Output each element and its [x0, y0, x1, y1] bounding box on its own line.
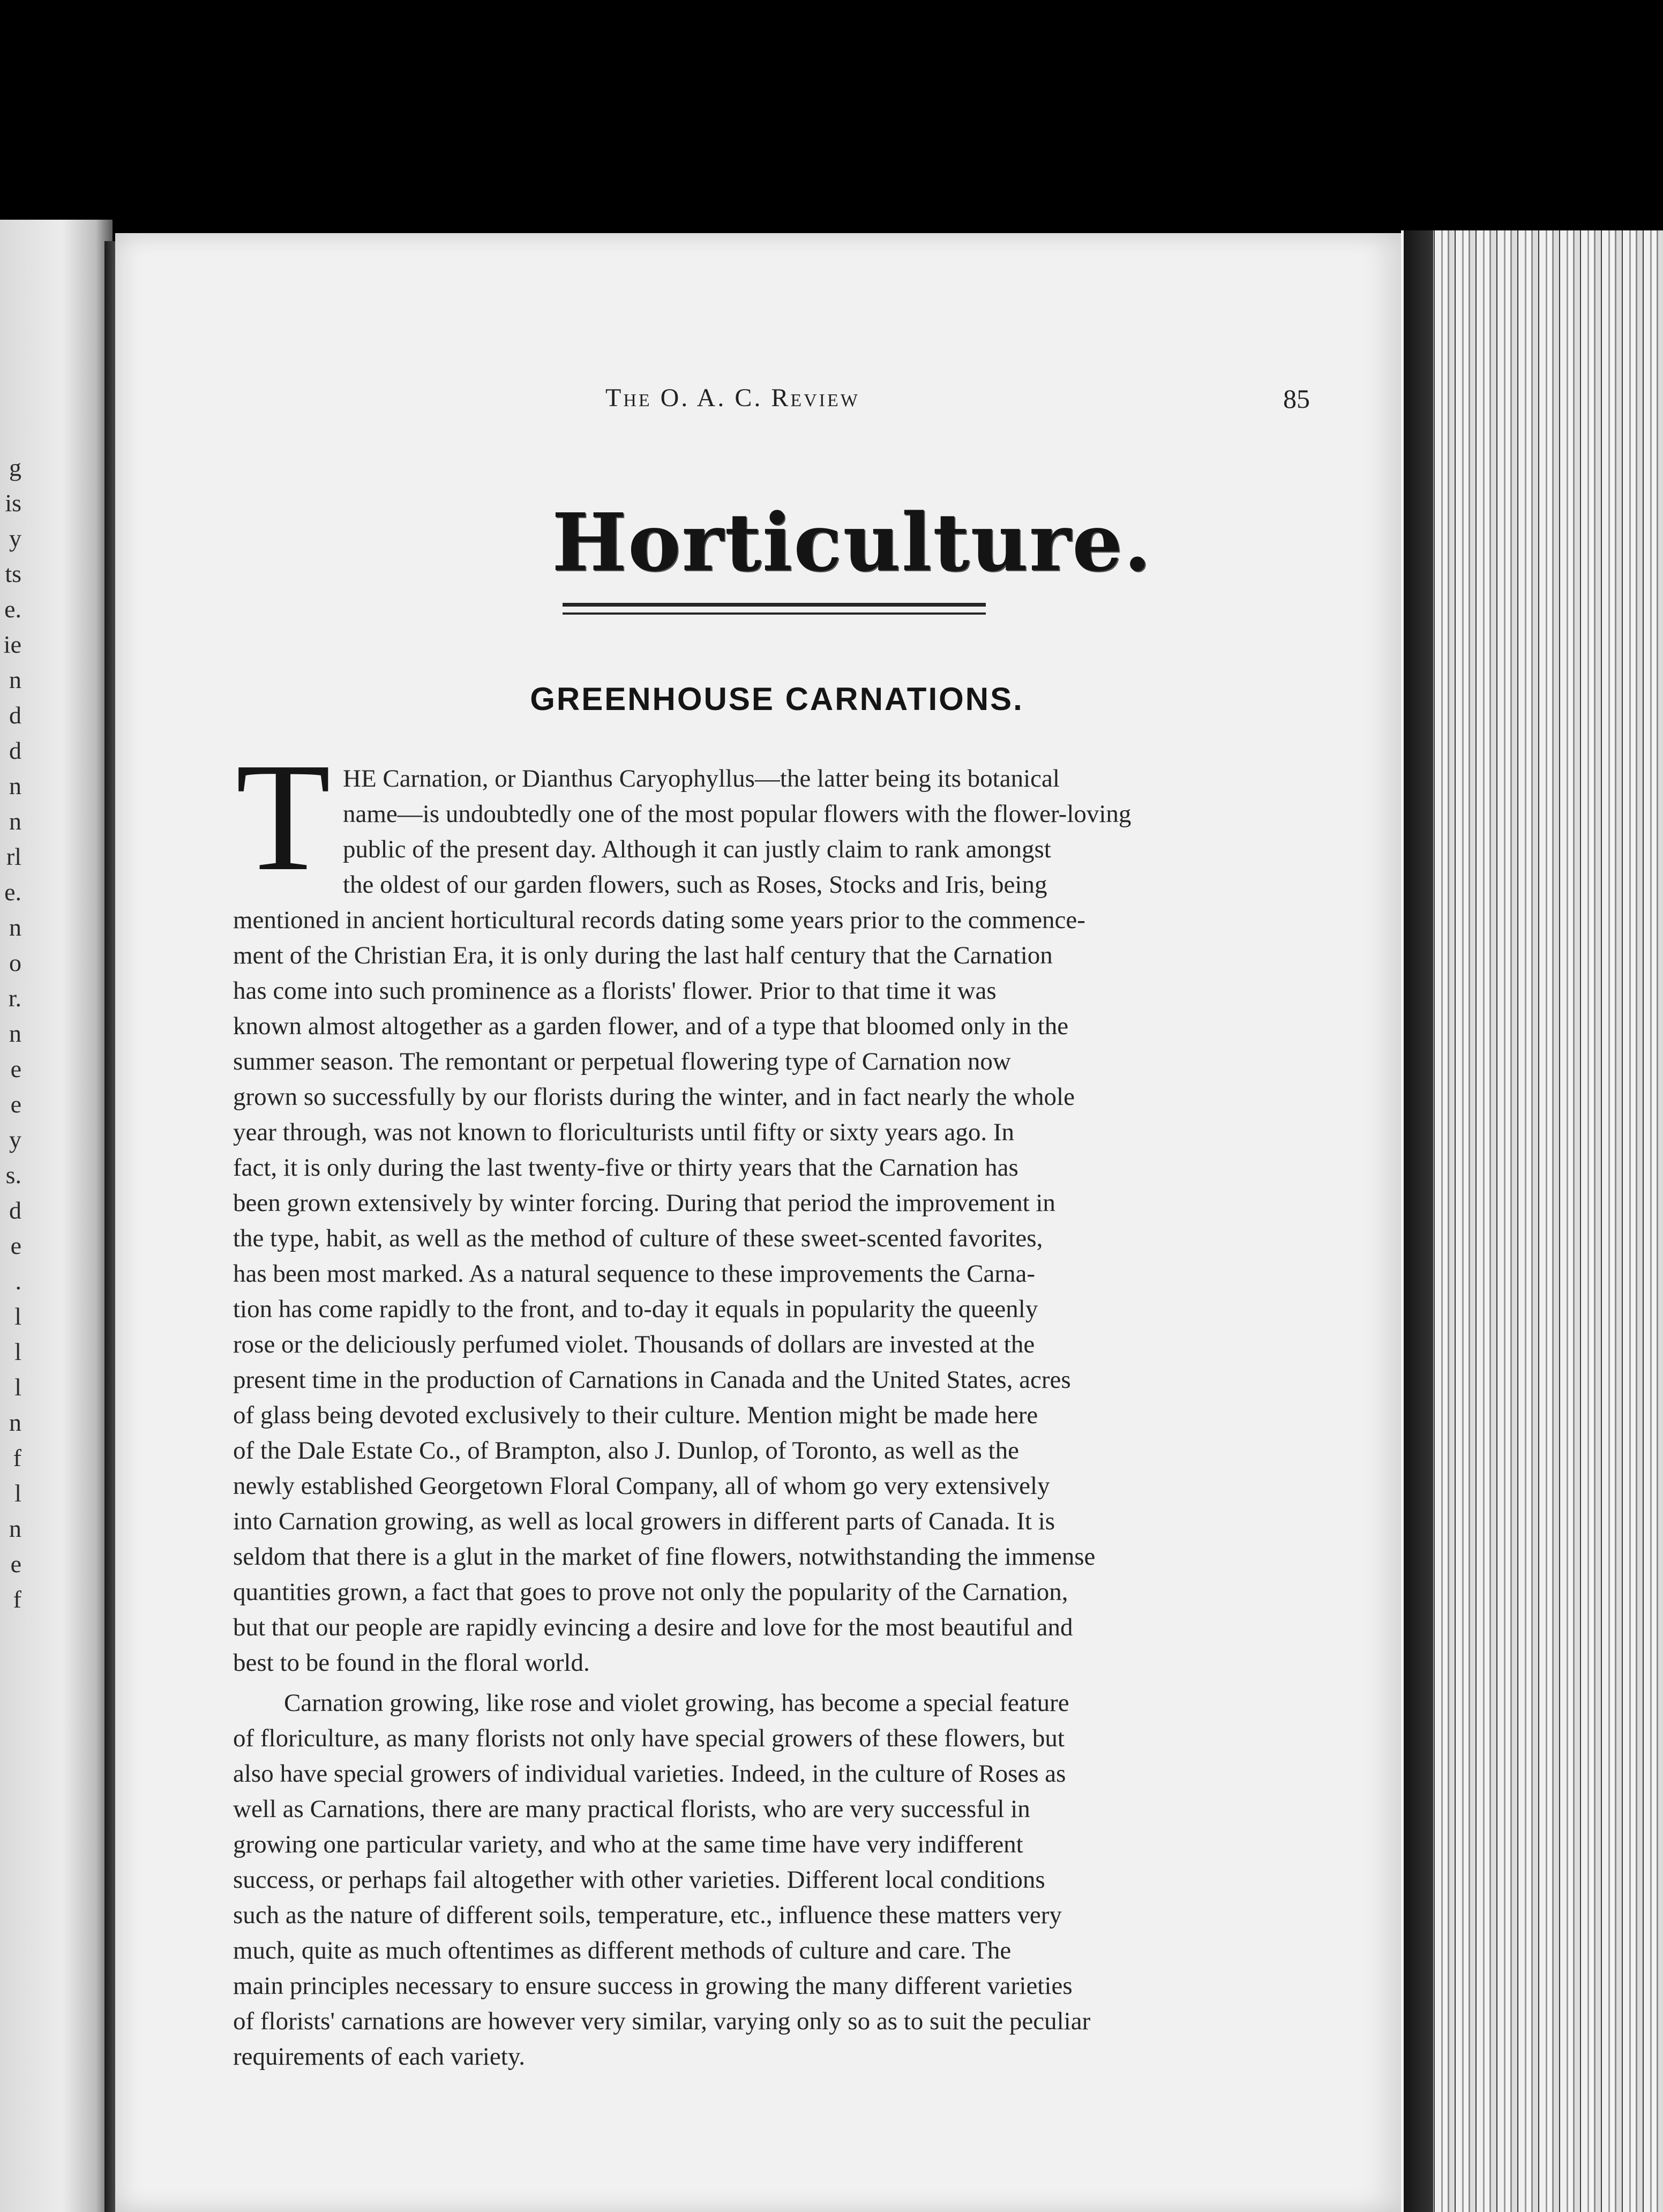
text-line: requirements of each variety. [233, 2043, 526, 2071]
text-line: mentioned in ancient horticultural records dating some years prior to the commence- [233, 906, 1085, 934]
text-line: name—is undoubtedly one of the most popular flowers with the flower-loving [343, 800, 1132, 828]
text-line: grown so successfully by our florists during the winter, and in fact nearly the whole [233, 1083, 1075, 1111]
left-page-fragment: l [14, 1303, 21, 1330]
left-page-fragment: . [15, 1267, 21, 1295]
text-line: of floriculture, as many florists not only have special growers of these flowers, but [233, 1724, 1065, 1752]
left-page-fragment: ie [3, 631, 21, 658]
left-page-fragment: e [10, 1232, 21, 1259]
left-page-fragment: d [9, 737, 21, 764]
text-line: well as Carnations, there are many practical florists, who are very successful in [233, 1795, 1030, 1823]
text-line: present time in the production of Carnations in Canada and the United States, acres [233, 1366, 1071, 1394]
paragraph-1 [233, 761, 1321, 1680]
left-page-fragment: d [9, 1197, 21, 1224]
left-page-fragment: f [13, 1444, 21, 1471]
text-line: also have special growers of individual varieties. Indeed, in the culture of Roses as [233, 1760, 1066, 1788]
left-page-fragment: y [9, 525, 21, 552]
article-title: GREENHOUSE CARNATIONS. [530, 681, 1024, 717]
text-line: known almost altogether as a garden flower, and of a type that bloomed only in the [233, 1012, 1069, 1040]
text-line: of the Dale Estate Co., of Brampton, also J. Dunlop, of Toronto, as well as the [233, 1437, 1019, 1464]
text-line: of glass being devoted exclusively to their culture. Mention might be made here [233, 1401, 1038, 1429]
text-line: HE Carnation, or Dianthus Caryophyllus—the latter being its botanical [343, 765, 1060, 793]
text-line: year through, was not known to floriculturists until fifty or sixty years ago. In [233, 1118, 1015, 1146]
heading-rule-top [563, 603, 986, 607]
text-line: main principles necessary to ensure success in growing the many different varieties [233, 1972, 1073, 2000]
section-heading: Horticulture. [552, 496, 1152, 589]
text-line: ment of the Christian Era, it is only during the last half century that the Carnation [233, 941, 1053, 969]
left-page-fragment: n [9, 808, 21, 835]
left-page-fragment: e [10, 1550, 21, 1578]
left-page-fragment: e [10, 1055, 21, 1082]
left-page-fragment: s. [5, 1161, 21, 1189]
left-page-fragment: ts [5, 560, 21, 587]
text-line: of florists' carnations are however very similar, varying only so as to suit the peculiar [233, 2007, 1091, 2035]
text-line: the type, habit, as well as the method of culture of these sweet-scented favorites, [233, 1224, 1043, 1252]
text-line: growing one particular variety, and who at the same time have very indifferent [233, 1830, 1023, 1858]
left-page-fragment: n [9, 1020, 21, 1047]
left-page-fragment: n [9, 914, 21, 941]
text-line: newly established Georgetown Floral Company, all of whom go very extensively [233, 1472, 1050, 1500]
drop-cap: T [236, 731, 331, 903]
left-page-fragment: rl [6, 843, 21, 870]
text-line: success, or perhaps fail altogether with other varieties. Different local conditions [233, 1866, 1045, 1894]
left-page-fragment: e [10, 1090, 21, 1118]
text-line: summer season. The remontant or perpetual flowering type of Carnation now [233, 1048, 1011, 1075]
text-line: much, quite as much oftentimes as different methods of culture and care. The [233, 1937, 1012, 1964]
left-page-fragment: g [9, 454, 21, 481]
left-page-fragment: l [14, 1338, 21, 1365]
left-page-fragment: r. [8, 984, 21, 1012]
left-page-fragment: y [9, 1126, 21, 1153]
text-line: into Carnation growing, as well as local growers in different parts of Canada. It is [233, 1507, 1055, 1535]
text-line: tion has come rapidly to the front, and to-day it equals in popularity the queenly [233, 1295, 1038, 1323]
page-stack-shadow [1404, 230, 1433, 2212]
heading-rule-bottom [563, 612, 986, 615]
paragraph-2 [233, 1685, 1321, 2074]
page-number: 85 [1283, 384, 1310, 414]
left-page-fragment: n [9, 772, 21, 799]
page-stack-edge [1401, 230, 1663, 2212]
text-line: public of the present day. Although it can justly claim to rank amongst [343, 835, 1051, 863]
text-line: rose or the deliciously perfumed violet. Thousands of dollars are invested at the [233, 1331, 1035, 1358]
left-page-fragment: n [9, 1515, 21, 1542]
text-line: best to be found in the floral world. [233, 1649, 590, 1677]
text-line: fact, it is only during the last twenty-five or thirty years that the Carnation has [233, 1154, 1018, 1182]
left-page-fragment: e. [4, 595, 21, 623]
running-head: The O. A. C. Review [605, 384, 860, 412]
left-page-fragment: l [14, 1479, 21, 1507]
left-page-fragment: n [9, 1409, 21, 1436]
text-line: quantities grown, a fact that goes to prove not only the popularity of the Carnation, [233, 1578, 1068, 1606]
left-page-fragment: f [13, 1586, 21, 1613]
text-line: such as the nature of different soils, temperature, etc., influence these matters very [233, 1901, 1062, 1929]
left-page-fragment: e. [4, 878, 21, 906]
left-page-fragment: d [9, 701, 21, 729]
text-line: has been most marked. As a natural sequence to these improvements the Carna- [233, 1260, 1036, 1288]
left-page-fragment: l [14, 1373, 21, 1401]
text-line: Carnation growing, like rose and violet growing, has become a special feature [284, 1689, 1069, 1717]
text-line: but that our people are rapidly evincing a desire and love for the most beautiful and [233, 1613, 1073, 1641]
left-page-text-fragments [0, 450, 21, 1617]
text-line: been grown extensively by winter forcing. During that period the improvement in [233, 1189, 1055, 1217]
left-page-fragment: o [9, 949, 21, 976]
left-page-fragment: n [9, 666, 21, 693]
text-line: the oldest of our garden flowers, such as Roses, Stocks and Iris, being [343, 871, 1047, 899]
text-line: has come into such prominence as a florists' flower. Prior to that time it was [233, 977, 997, 1005]
text-line: seldom that there is a glut in the market of fine flowers, notwithstanding the immense [233, 1543, 1096, 1571]
left-page-fragment: is [5, 489, 21, 517]
